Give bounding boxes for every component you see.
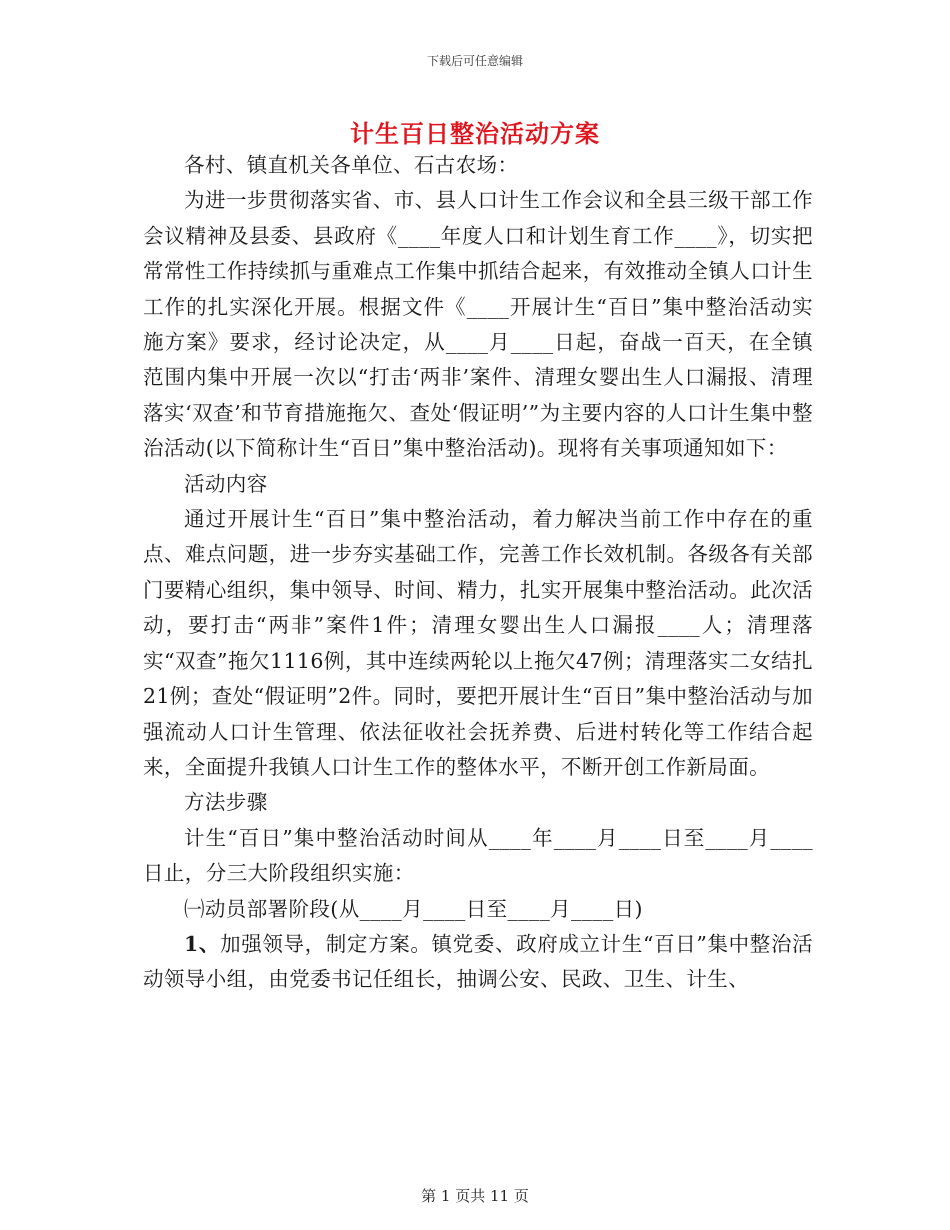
section-heading-method-steps: 方法步骤 bbox=[184, 790, 268, 815]
schedule-paragraph: 计生“百日”集中整治活动时间从____年____月____日至____月____日止，分三大阶段组织实施： bbox=[143, 825, 813, 886]
page-footer: 第 1 页共 11 页 bbox=[421, 1187, 529, 1205]
document-body bbox=[143, 148, 813, 998]
activity-content-paragraph: 通过开展计生“百日”集中整治活动，着力解决当前工作中存在的重点、难点问题，进一步夯实基础工作，完善工作长效机制。各级各有关部门要精心组织，集中领导、时间、精力，扎实开展集中整治活动。此次活动，要打击“两非”案件1件；清理女婴出生人口漏报____人；清理落实“双查”拖欠1116例，其中连续两轮以上拖欠47例；清理落实二女结扎21例；查处“假证明”2件。同时，要把开展计生“百日”集中整治活动与加强流动人口计生管理、依法征收社会抚养费、后进村转化等工作结合起来，全面提升我镇人口计生工作的整体水平，不断开创工作新局面。 bbox=[143, 507, 813, 779]
page-header: 下载后可任意编辑 bbox=[426, 54, 523, 68]
item-number: 1、 bbox=[184, 931, 221, 956]
item-text: 加强领导，制定方案。镇党委、政府成立计生“百日”集中整治活动领导小组，由党委书记任组长，抽调公安、民政、卫生、计生、 bbox=[143, 931, 813, 992]
item-one-paragraph bbox=[143, 927, 813, 998]
salutation-paragraph: 各村、镇直机关各单位、石古农场： bbox=[184, 153, 519, 177]
document-title: 计生百日整治活动方案 bbox=[350, 119, 600, 148]
intro-paragraph: 为进一步贯彻落实省、市、县人口计生工作会议和全县三级干部工作会议精神及县委、县政府《____年度人口和计划生育工作____》，切实把常常性工作持续抓与重难点工作集中抓结合起来，有效推动全镇人口计生工作的扎实深化开展。根据文件《____开展计生“百日”集中整治活动实施方案》要求，经讨论决定，从____月____日起，奋战一百天，在全镇范围内集中开展一次以“打击‘两非’案件、清理女婴出生人口漏报、清理落实‘双查’和节育措施拖欠、查处‘假证明’”为主要内容的人口计生集中整治活动(以下简称计生“百日”集中整治活动)。现将有关事项通知如下： bbox=[143, 188, 813, 461]
phase-one-heading: ㈠动员部署阶段(从____月____日至____月____日) bbox=[184, 896, 643, 921]
section-heading-activity-content: 活动内容 bbox=[184, 471, 268, 496]
